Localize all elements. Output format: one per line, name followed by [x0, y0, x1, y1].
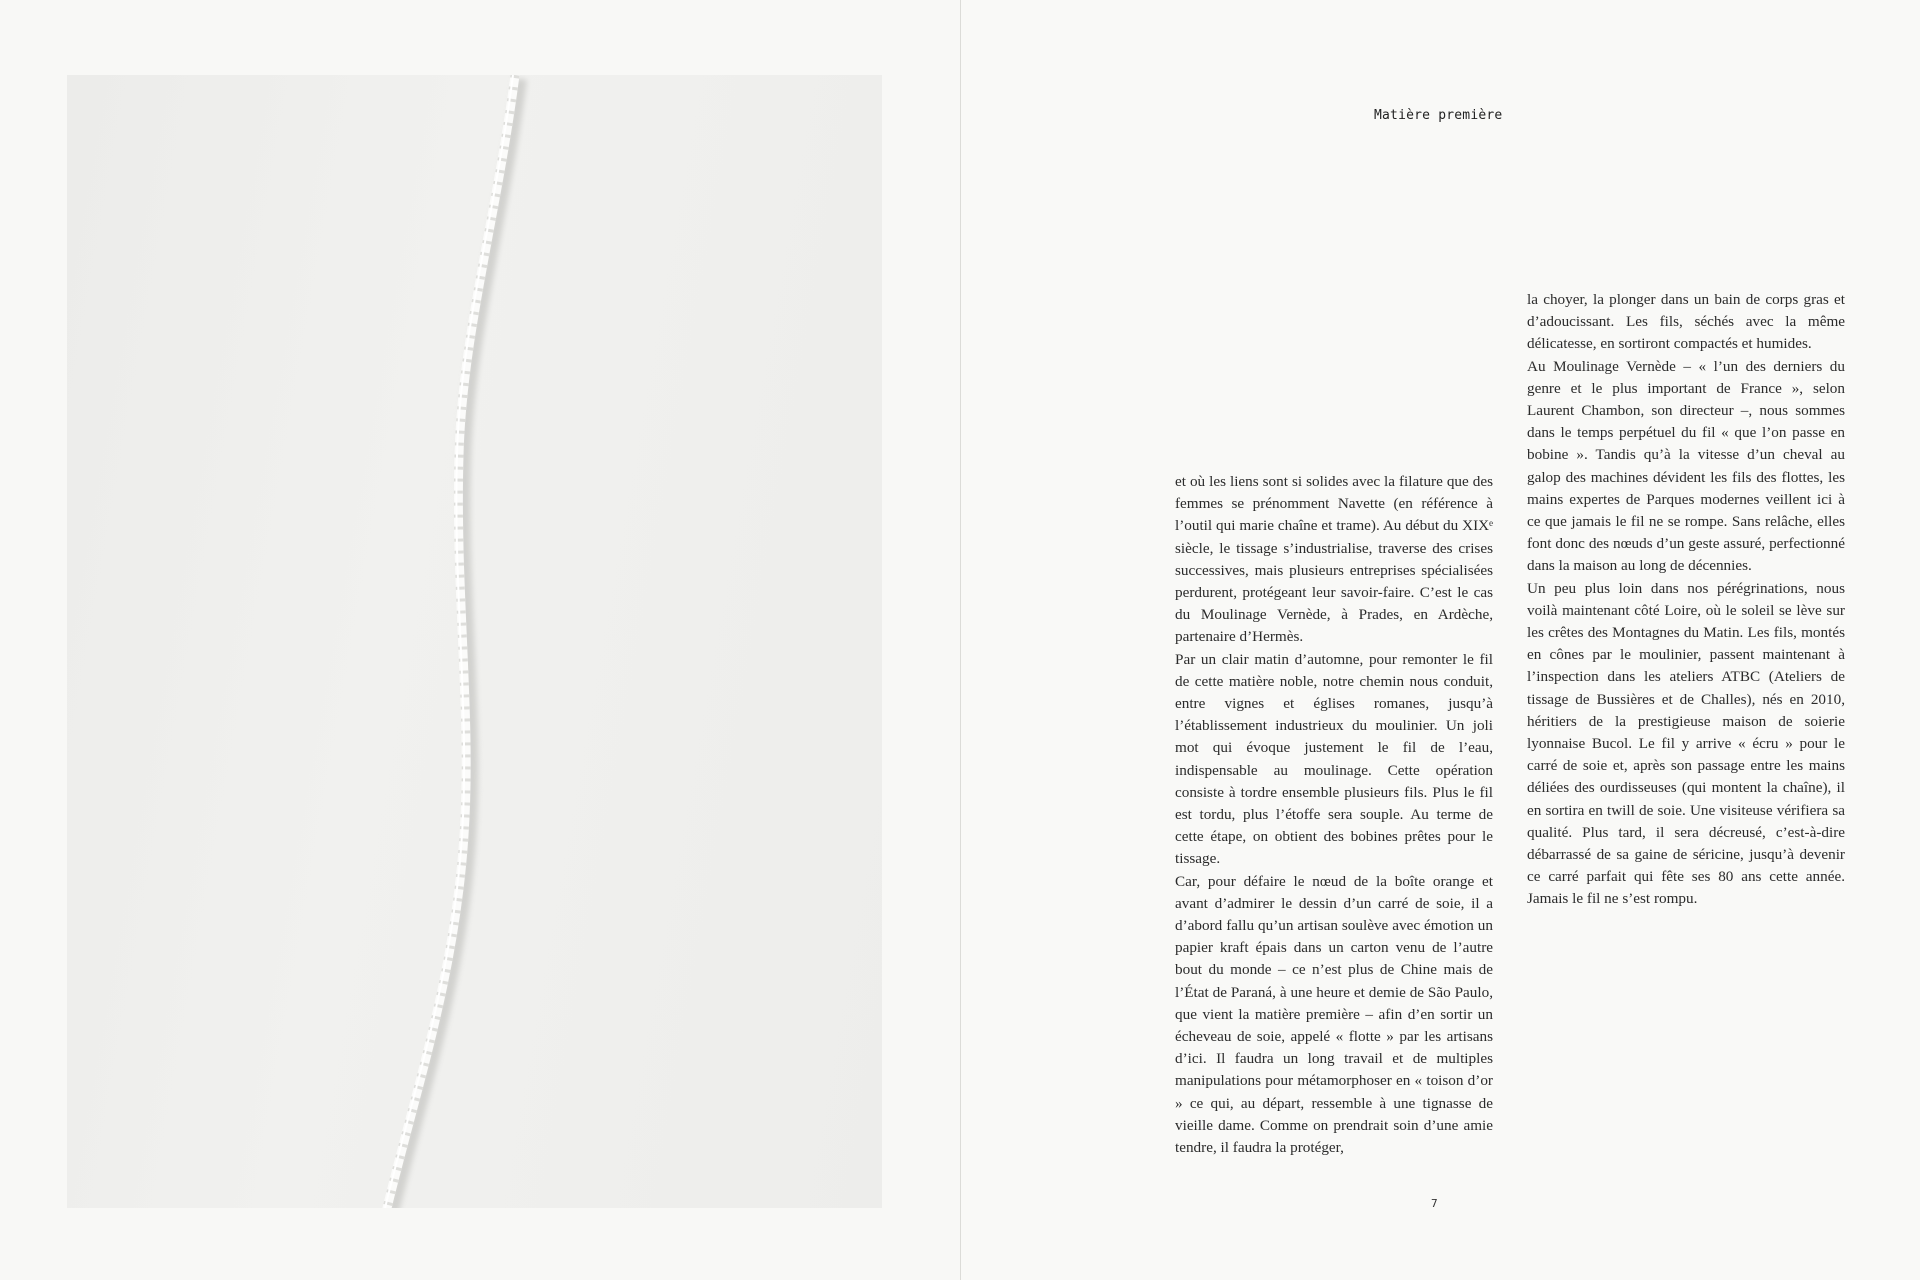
- twisted-silk-thread-icon: [67, 75, 882, 1208]
- paragraph: Au Moulinage Vernède – « l’un des derniers du genre et le plus important de France », selon Laurent Chambon, son directeur –, nous sommes dans le temps perpétuel du fil « que l’on passe en bobine ». Tandis qu’à la vitesse d’un cheval au galop des machines dévident les fils des flottes, les mains expertes de Parques modernes veillent ici à ce que jamais le fil ne se rompe. Sans relâche, elles font donc des nœuds d’un geste assuré, perfectionné dans la maison au long de décennies.: [1527, 357, 1845, 575]
- running-head: Matière première: [1374, 108, 1503, 123]
- paragraph: Un peu plus loin dans nos pérégrinations, nous voilà maintenant côté Loire, où le soleil se lève sur les crêtes des Montagnes du Matin. Les fils, montés en cônes par le moulinier, passent maintenant à l’inspection dans les ateliers ATBC (Ateliers de tissage de Bussières et de Challes), nés en 2010, héritiers de la prestigieuse maison de soierie lyonnaise Bucol. Le fil y arrive « écru » pour le carré de soie et, après son passage entre les mains déliées des ourdisseuses (qui montent la chaîne), il en sortira en twill de soie. Une visiteuse vérifiera sa qualité. Plus tard, il sera décreusé, c’est-à-dire débarrassé de sa gaine de séricine, jusqu’à devenir ce carré parfait qui fête ses 80 ans cette année. Jamais le fil ne s’est rompu.: [1527, 579, 1845, 908]
- paragraph: Par un clair matin d’automne, pour remonter le fil de cette matière noble, notre chemin nous conduit, entre vignes et églises romanes, jusqu’à l’établissement industrieux du moulinier. Un joli mot qui évoque justement le fil de l’eau, indispensable au moulinage. Cette opération consiste à tordre ensemble plusieurs fils. Plus le fil est tordu, plus l’étoffe sera souple. Au terme de cette étape, on obtient des bobines prêtes pour le tissage.: [1175, 650, 1493, 868]
- paragraph: la choyer, la plonger dans un bain de corps gras et d’adoucissant. Les fils, séchés avec la même délicatesse, en sortiront compactés et humides.: [1527, 291, 1845, 353]
- text-column-left: [1175, 471, 1493, 1159]
- paragraph: et où les liens sont si solides avec la filature que des femmes se prénomment Navette (en référence à l’outil qui marie chaîne et trame). Au début du XIXᵉ siècle, le tissage s’industrialise, traverse des crises successives, mais plusieurs entreprises spécialisées perdurent, protégeant leur savoir-faire. C’est le cas du Moulinage Vernède, à Prades, en Ardèche, partenaire d’Hermès.: [1175, 473, 1493, 646]
- page-number: 7: [1431, 1197, 1438, 1210]
- text-column-right: [1527, 289, 1845, 911]
- thread-photo: [67, 75, 882, 1208]
- paragraph: Car, pour défaire le nœud de la boîte orange et avant d’admirer le dessin d’un carré de soie, il a d’abord fallu qu’un artisan soulève avec émotion un papier kraft épais dans un carton venu de l’autre bout du monde – ce n’est plus de Chine mais de l’État de Paraná, à une heure et demie de São Paulo, que vient la matière première – afin d’en sortir un écheveau de soie, appelé « flotte » par les artisans d’ici. Il faudra un long travail et de multiples manipulations pour métamorphoser en « toison d’or » ce qui, au départ, ressemble à une tignasse de vieille dame. Comme on prendrait soin d’une amie tendre, il faudra la protéger,: [1175, 872, 1493, 1157]
